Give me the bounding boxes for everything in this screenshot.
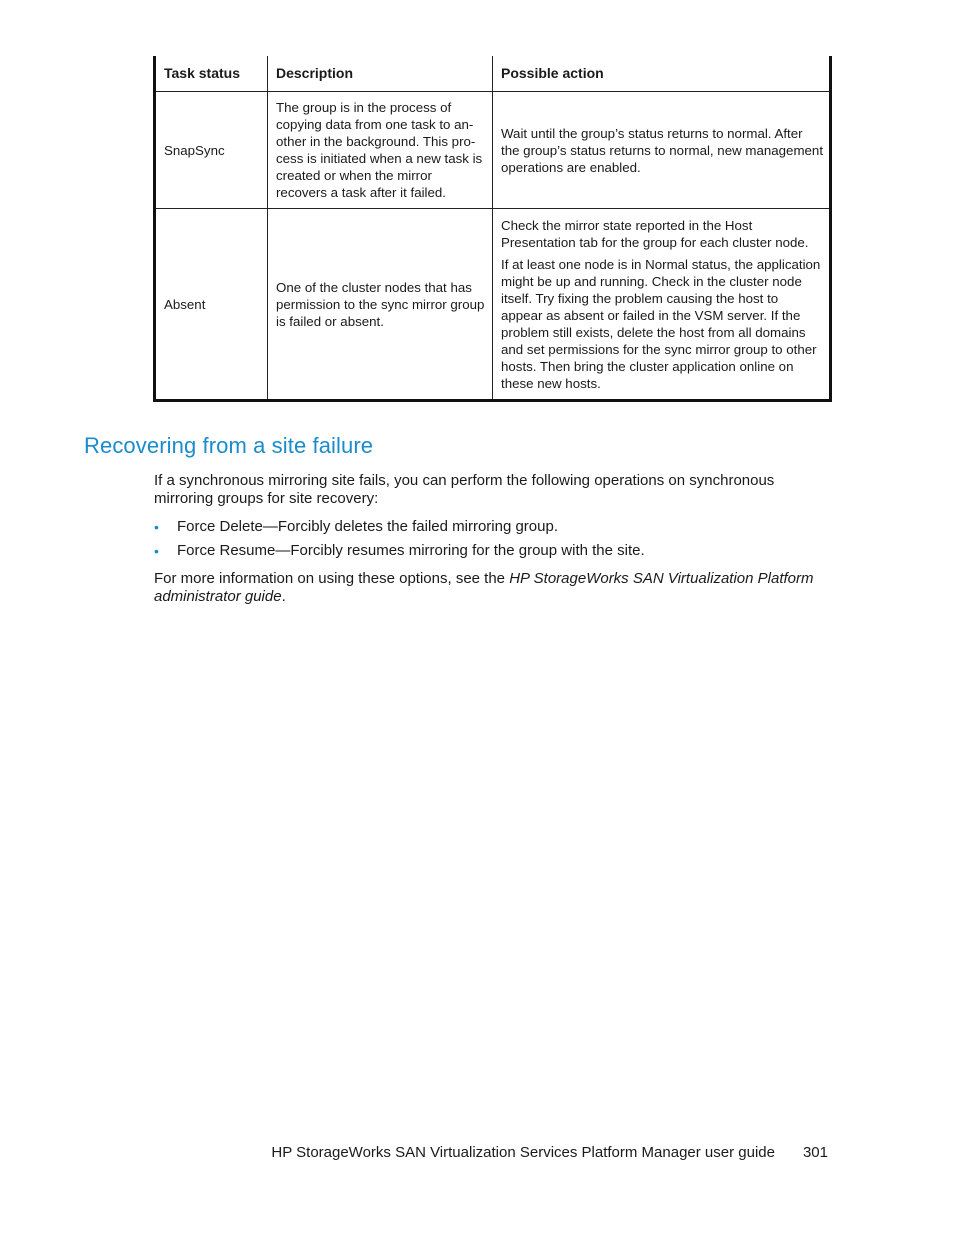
table-row bbox=[155, 209, 831, 401]
list-item-text: Force Resume—Forcibly resumes mirroring for the group with the site. bbox=[177, 542, 645, 559]
task-status-table bbox=[153, 56, 832, 402]
action-paragraph: Wait until the group’s status returns to normal. After the group’s status returns to normal, new management operations are enabled. bbox=[501, 125, 824, 175]
action-paragraph: If at least one node is in Normal status, the application might be up and running. Check in the cluster node itself. Try fixing the problem causing the host to appear as absent or failed in the VSM server. If the problem still exists, delete the host from all domains and set permissions for the sync mirror group to other hosts. Then bring the cluster application online on these new hosts. bbox=[501, 256, 821, 391]
table-row bbox=[155, 92, 831, 209]
more-info-paragraph bbox=[154, 570, 834, 606]
intro-paragraph: If a synchronous mirroring site fails, you can perform the following operations on synchronous mirroring groups for site recovery: bbox=[154, 472, 775, 507]
page-footer bbox=[271, 1144, 828, 1162]
possible-action-cell bbox=[493, 209, 831, 401]
description-cell: The group is in the process of copying data from one task to an-other in the background. This pro-cess is initiated when a new task is created or when the mirror recovers a task after it failed. bbox=[268, 92, 493, 209]
list-item bbox=[154, 518, 645, 536]
column-header-description: Description bbox=[268, 56, 493, 92]
description-cell: One of the cluster nodes that has permission to the sync mirror group is failed or absent. bbox=[268, 209, 493, 401]
task-status-table-container bbox=[153, 56, 829, 402]
footer-guide-title: HP StorageWorks SAN Virtualization Services Platform Manager user guide bbox=[271, 1144, 775, 1161]
more-info-suffix: . bbox=[281, 588, 286, 605]
guide-reference: HP StorageWorks SAN Virtualization Platform administrator guide bbox=[154, 570, 814, 605]
task-status-cell: Absent bbox=[155, 209, 268, 401]
recovery-options-list bbox=[154, 518, 645, 566]
column-header-possible-action: Possible action bbox=[493, 56, 831, 92]
bullet-icon: • bbox=[154, 519, 159, 535]
column-header-task-status: Task status bbox=[155, 56, 268, 92]
bullet-icon: • bbox=[154, 543, 159, 559]
possible-action-cell bbox=[493, 92, 831, 209]
table-header-row bbox=[155, 56, 831, 92]
page-number: 301 bbox=[802, 1144, 828, 1161]
list-item bbox=[154, 542, 645, 560]
section-heading: Recovering from a site failure bbox=[84, 433, 374, 458]
task-status-cell: SnapSync bbox=[155, 92, 268, 209]
action-paragraph: Check the mirror state reported in the Host Presentation tab for the group for each cluster node. bbox=[501, 217, 809, 250]
list-item-text: Force Delete—Forcibly deletes the failed mirroring group. bbox=[177, 518, 558, 535]
more-info-prefix: For more information on using these options, see the bbox=[154, 570, 510, 587]
